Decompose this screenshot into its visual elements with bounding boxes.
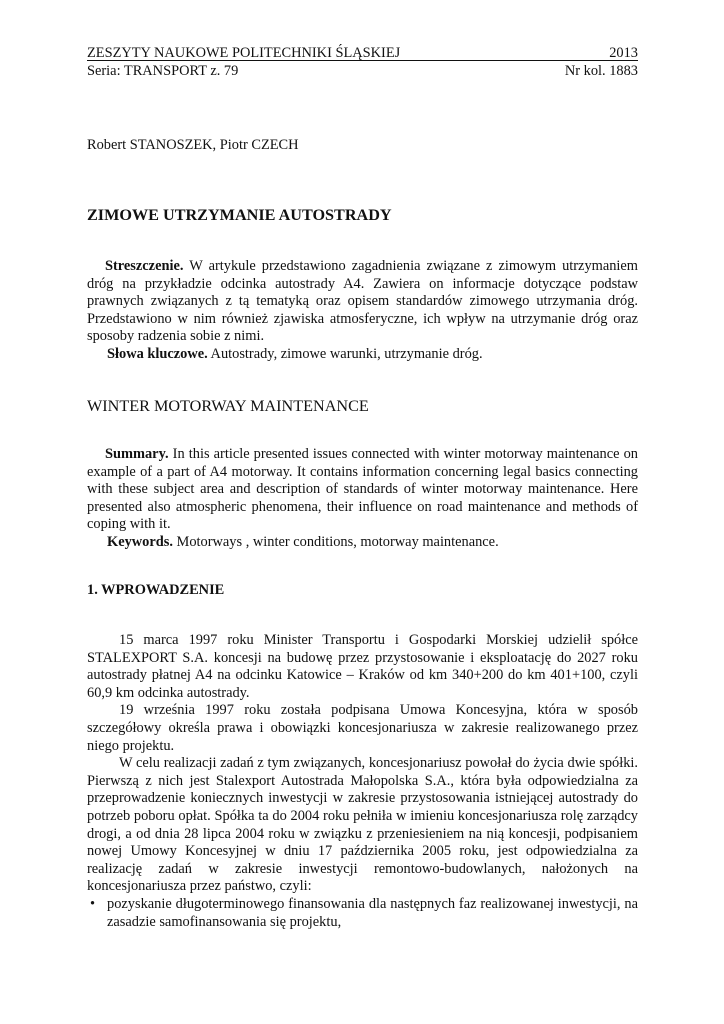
series-name: Seria: TRANSPORT z. 79 [87, 63, 239, 79]
title-english: WINTER MOTORWAY MAINTENANCE [87, 397, 369, 415]
paragraph: 15 marca 1997 roku Minister Transportu i Gospodarki Morskiej udzielił spółce STALEXPORT S.A. koncesji na budowę przez przystosowanie i eksploatację do 2027 roku autostrady płatnej A4 na odcinku Katowice – Kraków od km 340+200 do km 401+100, czyli 60,9 km odcinka autostrady. [87, 632, 638, 701]
paper-page [87, 0, 638, 1024]
abstract-english [87, 446, 638, 552]
bullet-dot-icon: • [90, 895, 96, 912]
abstract-polish-text [87, 258, 638, 346]
authors: Robert STANOSZEK, Piotr CZECH [87, 137, 299, 153]
abstract-polish-body: W artykule przedstawiono zagadnienia związane z zimowym utrzymaniem dróg na przykładzie odcinka autostrady A4. Zawiera on informacje dotyczące podstaw prawnych związanych z tą tematyką oraz opisem standardów zimowego utrzymania dróg. Przedstawiono w nim również zjawiska atmosferyczne, ich wpływ na utrzymanie dróg oraz sposoby radzenia sobie z nimi. [87, 258, 638, 345]
section-body [87, 632, 638, 931]
bullet-item [87, 896, 638, 931]
paragraph: 19 września 1997 roku została podpisana Umowa Koncesyjna, która w sposób szczegółowy określa prawa i obowiązki koncesjonariusza w zakresie realizowanego przez niego projektu. [87, 702, 638, 754]
keywords-english [87, 534, 638, 552]
keywords-polish-body: Autostrady, zimowe warunki, utrzymanie dróg. [207, 345, 483, 362]
keywords-english-body: Motorways , winter conditions, motorway maintenance. [172, 533, 499, 550]
abstract-polish [87, 258, 638, 364]
running-header [87, 45, 638, 61]
title-polish: ZIMOWE UTRZYMANIE AUTOSTRADY [87, 206, 392, 224]
abstract-english-body: In this article presented issues connected with winter motorway maintenance on example of a part of A4 motorway. It contains information concerning legal basics connecting with these subject area and description of standards of winter motorway maintenance. Here presented also atmospheric phenomena, their influence on road maintenance and methods of coping with it. [87, 446, 638, 533]
paragraph: W celu realizacji zadań z tym związanych, koncesjonariusz powołał do życia dwie spółki. Pierwszą z nich jest Stalexport Autostrada Małopolska S.A., która była odpowiedzialna za przeprowadzenie koniecznych inwestycji w zakresie przystosowania istniejącej autostrady do potrzeb poboru opłat. Spółka ta do 2004 roku pełniła w imieniu koncesjonariusza rolę zarządcy drogi, a od dnia 28 lipca 2004 roku w związku z przeniesieniem na nią koncesji, podpisaniem nowej Umowy Koncesyjnej w dniu 17 października 2005 roku, jest odpowiedzialna za realizację zadań w zakresie inwestycji remontowo-budowlanych, nałożonych na koncesjonariusza przez państwo, czyli: [87, 755, 638, 895]
issue-number: Nr kol. 1883 [564, 63, 638, 79]
bullet-text: pozyskanie długoterminowego finansowania dla następnych faz realizowanej inwestycji, na zasadzie samofinansowania się projektu, [107, 895, 638, 930]
section-heading: 1. WPROWADZENIE [87, 582, 225, 598]
keywords-polish [87, 346, 638, 364]
header-rule [87, 60, 638, 61]
abstract-english-label: Summary. [105, 446, 169, 462]
abstract-english-text [87, 446, 638, 534]
abstract-polish-label: Streszczenie. [105, 258, 184, 274]
keywords-english-label: Keywords. [107, 533, 173, 550]
keywords-polish-label: Słowa kluczowe. [107, 345, 208, 362]
journal-name: ZESZYTY NAUKOWE POLITECHNIKI ŚLĄSKIEJ [87, 45, 401, 61]
series-header [87, 63, 638, 79]
journal-year: 2013 [609, 45, 638, 61]
